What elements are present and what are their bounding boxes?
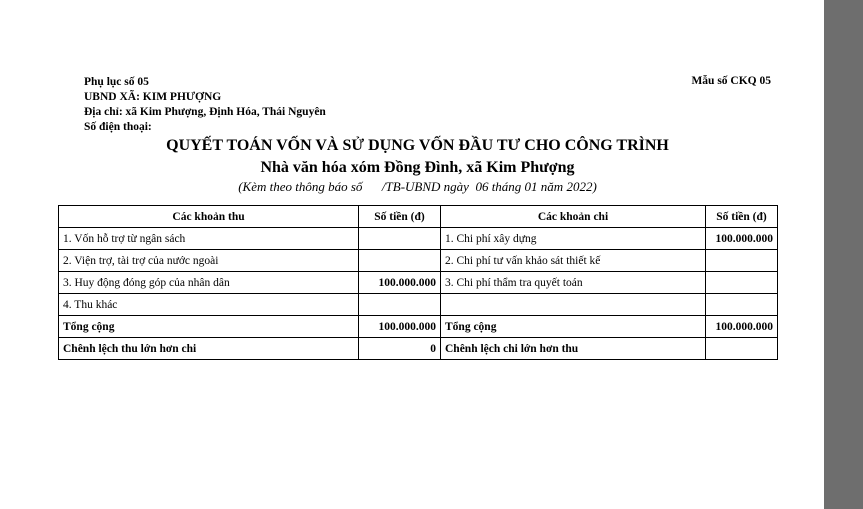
expense-amount: 100.000.000: [706, 228, 778, 250]
report-title: QUYẾT TOÁN VỐN VÀ SỬ DỤNG VỐN ĐẦU TƯ CHO CÔNG TRÌNH: [166, 137, 669, 154]
expense-item: 1. Chi phí xây dựng: [441, 228, 706, 250]
difference-row: [59, 338, 778, 360]
col-header-expense-amount: Số tiền (đ): [706, 206, 778, 228]
settlement-table: [58, 205, 778, 360]
income-amount: 100.000.000: [359, 272, 441, 294]
agency-name: UBND XÃ: KIM PHƯỢNG: [84, 91, 222, 103]
income-item: 1. Vốn hỗ trợ từ ngân sách: [59, 228, 359, 250]
expense-item: 3. Chi phí thẩm tra quyết toán: [441, 272, 706, 294]
expense-total-label: Tổng cộng: [441, 316, 706, 338]
expense-amount: [706, 272, 778, 294]
income-total: 100.000.000: [359, 316, 441, 338]
appendix-label: Phụ lục số 05: [84, 76, 149, 88]
expense-surplus-label: Chênh lệch chi lớn hơn thu: [441, 338, 706, 360]
table-header-row: [59, 206, 778, 228]
table-row: [59, 294, 778, 316]
income-item: 3. Huy động đóng góp của nhân dân: [59, 272, 359, 294]
expense-amount: [706, 294, 778, 316]
expense-amount: [706, 250, 778, 272]
expense-item: [441, 294, 706, 316]
col-header-expense: Các khoản chi: [441, 206, 706, 228]
income-amount: [359, 228, 441, 250]
expense-total: 100.000.000: [706, 316, 778, 338]
income-surplus-label: Chênh lệch thu lớn hơn chi: [59, 338, 359, 360]
expense-surplus: [706, 338, 778, 360]
income-total-label: Tổng cộng: [59, 316, 359, 338]
total-row: [59, 316, 778, 338]
viewer-side-panel: [824, 0, 863, 509]
income-amount: [359, 294, 441, 316]
col-header-income-amount: Số tiền (đ): [359, 206, 441, 228]
agency-phone: Số điện thoại:: [84, 121, 152, 133]
agency-address: Địa chỉ: xã Kim Phượng, Định Hóa, Thái Nguyên: [84, 106, 326, 118]
col-header-income: Các khoản thu: [59, 206, 359, 228]
header-left: [84, 75, 326, 135]
table-row: [59, 228, 778, 250]
income-surplus: 0: [359, 338, 441, 360]
report-subtitle: Nhà văn hóa xóm Đồng Đình, xã Kim Phượng: [260, 159, 575, 176]
income-item: 4. Thu khác: [59, 294, 359, 316]
table-row: [59, 272, 778, 294]
form-code: Mẫu số CKQ 05: [691, 75, 771, 87]
income-amount: [359, 250, 441, 272]
report-reference: (Kèm theo thông báo số /TB-UBND ngày 06 tháng 01 năm 2022): [238, 179, 597, 194]
expense-item: 2. Chi phí tư vấn khảo sát thiết kế: [441, 250, 706, 272]
table-row: [59, 250, 778, 272]
income-item: 2. Viện trợ, tài trợ của nước ngoài: [59, 250, 359, 272]
